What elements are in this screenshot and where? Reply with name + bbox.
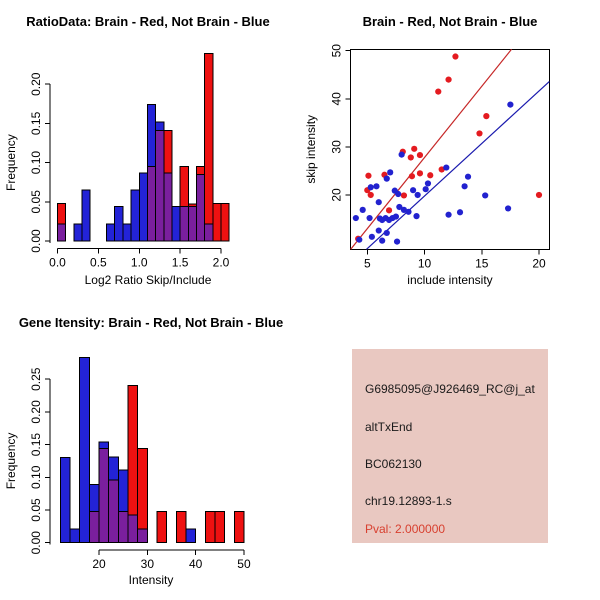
data-point: [368, 184, 374, 190]
y-tick-label: 0.15: [29, 111, 43, 136]
hist-bar-overlap: [180, 207, 188, 241]
data-point: [423, 186, 429, 192]
data-point: [445, 212, 451, 218]
y-axis-label: Frequency: [4, 432, 18, 490]
data-point: [427, 172, 433, 178]
y-tick-label: 0.20: [29, 72, 43, 96]
data-point: [482, 192, 488, 198]
y-tick-label: 0.15: [29, 432, 43, 457]
data-point: [483, 113, 489, 119]
data-point: [394, 239, 400, 245]
hist-bar: [172, 207, 180, 241]
data-point: [415, 192, 421, 198]
hist-bar: [213, 203, 221, 241]
hist-bar: [80, 358, 90, 543]
hist-bar: [186, 529, 196, 543]
hist-bar: [82, 190, 90, 241]
data-point: [365, 173, 371, 179]
data-point: [387, 169, 393, 175]
hist-bar-overlap: [205, 224, 213, 241]
y-tick-label: 0.00: [29, 229, 43, 253]
hist-bar: [205, 511, 215, 542]
hist-bar: [115, 207, 123, 241]
x-tick-label: 10: [417, 256, 432, 271]
hist-bar-overlap: [156, 130, 164, 241]
hist-bar-overlap: [118, 511, 128, 542]
hist-bar-overlap: [99, 449, 109, 543]
chart-title: RatioData: Brain - Red, Not Brain - Blue: [26, 14, 270, 29]
data-point: [399, 151, 405, 157]
x-axis-label: include intensity: [407, 273, 493, 287]
intensity-scatter-panel: [300, 0, 600, 300]
data-point: [384, 230, 390, 236]
accession-text: BC062130: [365, 457, 422, 471]
hist-bar-overlap: [188, 207, 196, 241]
data-point: [376, 199, 382, 205]
hist-bar: [123, 224, 131, 241]
event-type-text: altTxEnd: [365, 420, 413, 434]
x-tick-label: 15: [475, 256, 489, 271]
data-point: [401, 192, 407, 198]
hist-bar: [215, 511, 225, 542]
hist-bar-overlap: [109, 480, 119, 543]
data-point: [505, 205, 511, 211]
x-tick-label: 30: [140, 557, 155, 571]
region-text: chr19.12893-1.s: [365, 494, 452, 508]
y-tick-label: 0.25: [29, 367, 43, 391]
data-point: [410, 187, 416, 193]
hist-bar: [234, 511, 244, 542]
y-tick-label: 40: [329, 92, 344, 106]
gene-intensity-histogram-panel: [0, 300, 300, 600]
gene-info-box: [352, 349, 548, 543]
data-point: [507, 101, 513, 107]
hist-bar: [107, 224, 115, 241]
data-point: [405, 209, 411, 215]
data-point: [409, 173, 415, 179]
data-point: [368, 192, 374, 198]
x-tick-label: 20: [92, 557, 106, 571]
data-point: [445, 76, 451, 82]
data-point: [476, 130, 482, 136]
x-tick-label: 40: [188, 557, 203, 571]
hist-bar: [74, 224, 82, 241]
data-point: [369, 234, 375, 240]
data-point: [443, 164, 449, 170]
data-point: [411, 146, 417, 152]
chart-title: Brain - Red, Not Brain - Blue: [362, 14, 538, 29]
data-point: [379, 238, 385, 244]
x-tick-label: 1.0: [130, 255, 148, 270]
points-not-brain: [353, 101, 514, 244]
x-tick-label: 0.5: [90, 255, 107, 270]
y-tick-label: 50: [329, 44, 344, 58]
ratio-histogram-panel: [0, 0, 300, 300]
data-point: [376, 227, 382, 233]
pval-text: Pval: 2.000000: [365, 522, 446, 536]
data-point: [425, 180, 431, 186]
data-point: [408, 154, 414, 160]
hist-bar-overlap: [147, 167, 155, 241]
data-point: [536, 192, 542, 198]
y-tick-label: 0.05: [29, 190, 43, 214]
hist-bar: [60, 458, 70, 543]
hist-bar: [157, 511, 167, 542]
x-tick-label: 5: [363, 256, 371, 271]
y-tick-label: 30: [329, 140, 344, 154]
gene-intensity-histogram-bars: [60, 358, 244, 543]
x-tick-label: 50: [237, 557, 251, 571]
data-point: [395, 191, 401, 197]
data-point: [373, 183, 379, 189]
probe-id-text: G6985095@J926469_RC@j_at: [365, 382, 535, 396]
data-point: [353, 215, 359, 221]
y-axis-label: Frequency: [4, 134, 18, 191]
hist-bar: [131, 190, 139, 241]
x-axis-label: Intensity: [128, 573, 174, 587]
hist-bar: [139, 173, 147, 241]
hist-bar: [205, 54, 213, 241]
data-point: [413, 213, 419, 219]
gene-info-panel: [300, 300, 600, 600]
data-point: [417, 152, 423, 158]
data-point: [465, 174, 471, 180]
y-tick-label: 0.10: [29, 465, 43, 489]
y-tick-label: 0.10: [29, 150, 43, 175]
y-axis-label: skip intensity: [304, 114, 318, 184]
data-point: [435, 89, 441, 95]
hist-bar: [70, 529, 80, 543]
data-point: [457, 209, 463, 215]
hist-bar-overlap: [58, 224, 66, 241]
fit-line-brain-fit: [351, 49, 512, 249]
fit-line-notbrain-fit: [366, 82, 549, 250]
y-tick-label: 0.00: [29, 531, 43, 555]
chart-title: Gene Itensity: Brain - Red, Not Brain - Blue: [18, 315, 284, 330]
hist-bar-overlap: [128, 515, 138, 542]
data-point: [417, 170, 423, 176]
y-tick-label: 0.05: [29, 498, 43, 522]
data-point: [384, 176, 390, 182]
hist-bar-overlap: [138, 529, 148, 543]
x-axis-label: Log2 Ratio Skip/Include: [84, 273, 212, 287]
y-tick-label: 0.20: [29, 400, 43, 424]
data-point: [386, 207, 392, 213]
data-point: [366, 215, 372, 221]
hist-bar-overlap: [196, 174, 204, 241]
data-point: [356, 237, 362, 243]
hist-bar-overlap: [89, 511, 99, 542]
data-point: [461, 183, 467, 189]
hist-bar: [221, 203, 229, 241]
data-point: [452, 53, 458, 59]
hist-bar-overlap: [164, 173, 172, 241]
x-tick-label: 0.0: [49, 255, 66, 270]
x-tick-label: 20: [532, 256, 546, 271]
data-point: [393, 214, 399, 220]
x-tick-label: 2.0: [212, 255, 230, 270]
ratio-histogram-bars: [58, 54, 230, 241]
y-tick-label: 20: [329, 188, 344, 202]
data-point: [360, 207, 366, 213]
x-tick-label: 1.5: [171, 255, 189, 270]
hist-bar: [176, 511, 186, 542]
